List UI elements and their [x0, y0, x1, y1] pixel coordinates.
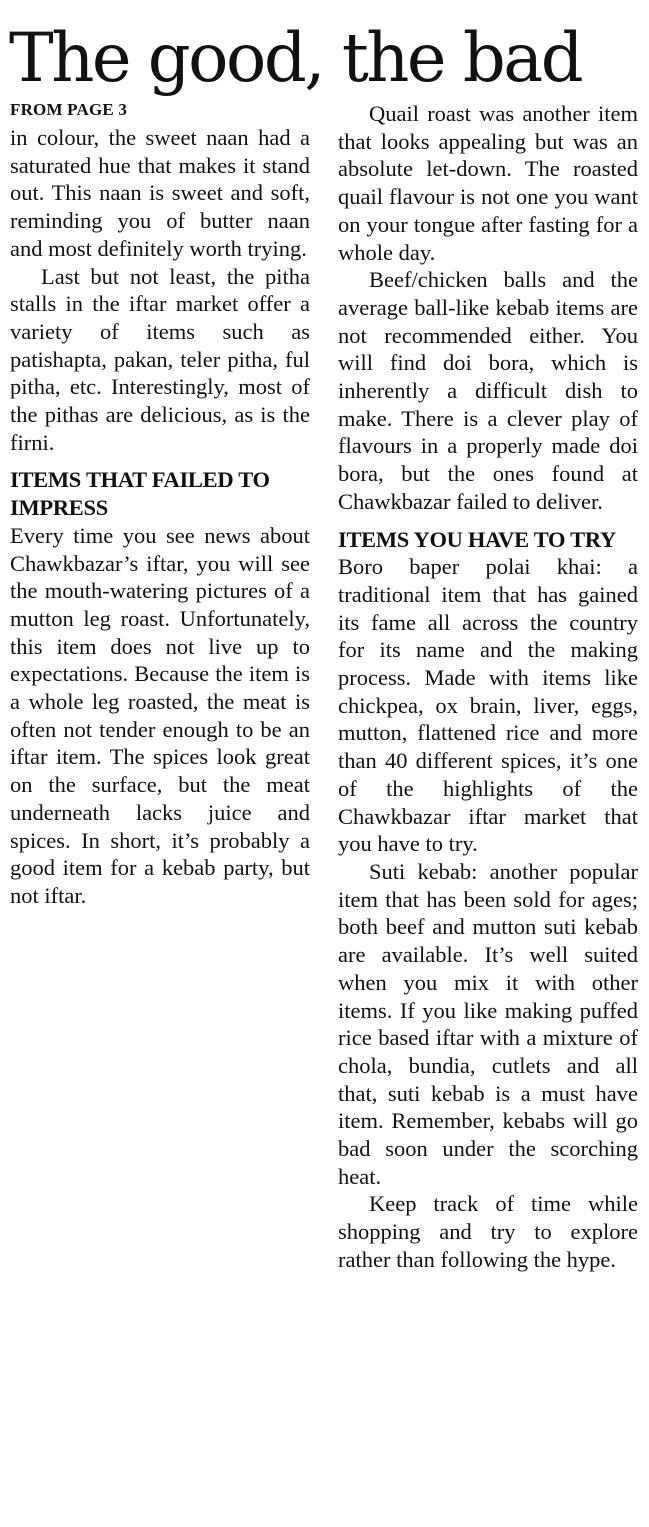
- body-paragraph: Boro baper polai khai: a traditional item that has gained its fame all across the country for its name and the making process. Made with items like chickpea, ox brain, liver, eggs, mutton, flattened rice and more than 40 different spices, it’s one of the highlights of the Chawkbazar iftar market that you have to try.: [338, 554, 638, 857]
- subhead-items-failed: ITEMS THAT FAILED TO IMPRESS: [10, 467, 270, 521]
- body-paragraph: Suti kebab: another popular item that has been sold for ages; both beef and mutton suti kebab are available. It’s well suited when you mix it with other items. If you like making puffed rice based iftar with a mixture of chola, bundia, cutlets and all that, suti kebab is a must have item. Remember, kebabs will go bad soon under the scorching heat.: [338, 858, 638, 1189]
- body-paragraph: Every time you see news about Chawkbazar’s iftar, you will see the mouth-watering pictures of a mutton leg roast. Unfortunately, this item does not live up to expectations. Because the item is a whole leg roasted, the meat is often not tender enough to be an iftar item. The spices look great on the surface, but the meat underneath lacks juice and spices. In short, it’s probably a good item for a kebab party, but not iftar.: [10, 522, 310, 908]
- body-paragraph: Quail roast was another item that looks appealing but was an absolute let-down. The roasted quail flavour is not one you want on your tongue after fasting for a whole day.: [338, 101, 638, 265]
- body-paragraph: Beef/chicken balls and the average ball-like kebab items are not recommended either. You will find doi bora, which is inherently a difficult dish to make. There is a clever play of flavours in a properly made doi bora, but the ones found at Chawkbazar failed to deliver.: [338, 267, 638, 514]
- article-column-left: [10, 124, 310, 910]
- body-paragraph: Last but not least, the pitha stalls in the iftar market offer a variety of items such as patishapta, pakan, teler pitha, ful pitha, etc. Interestingly, most of the pithas are delicious, as is the firni.: [10, 263, 310, 455]
- continuation-kicker: FROM PAGE 3: [10, 100, 128, 119]
- body-paragraph: in colour, the sweet naan had a saturated hue that makes it stand out. This naan is sweet and soft, reminding you of butter naan and most definitely worth trying.: [10, 125, 310, 261]
- headline: The good, the bad: [9, 19, 582, 97]
- article-column-right: [338, 100, 638, 1274]
- body-paragraph: Keep track of time while shopping and try to explore rather than following the hype.: [338, 1191, 638, 1272]
- subhead-items-to-try: ITEMS YOU HAVE TO TRY: [338, 526, 616, 552]
